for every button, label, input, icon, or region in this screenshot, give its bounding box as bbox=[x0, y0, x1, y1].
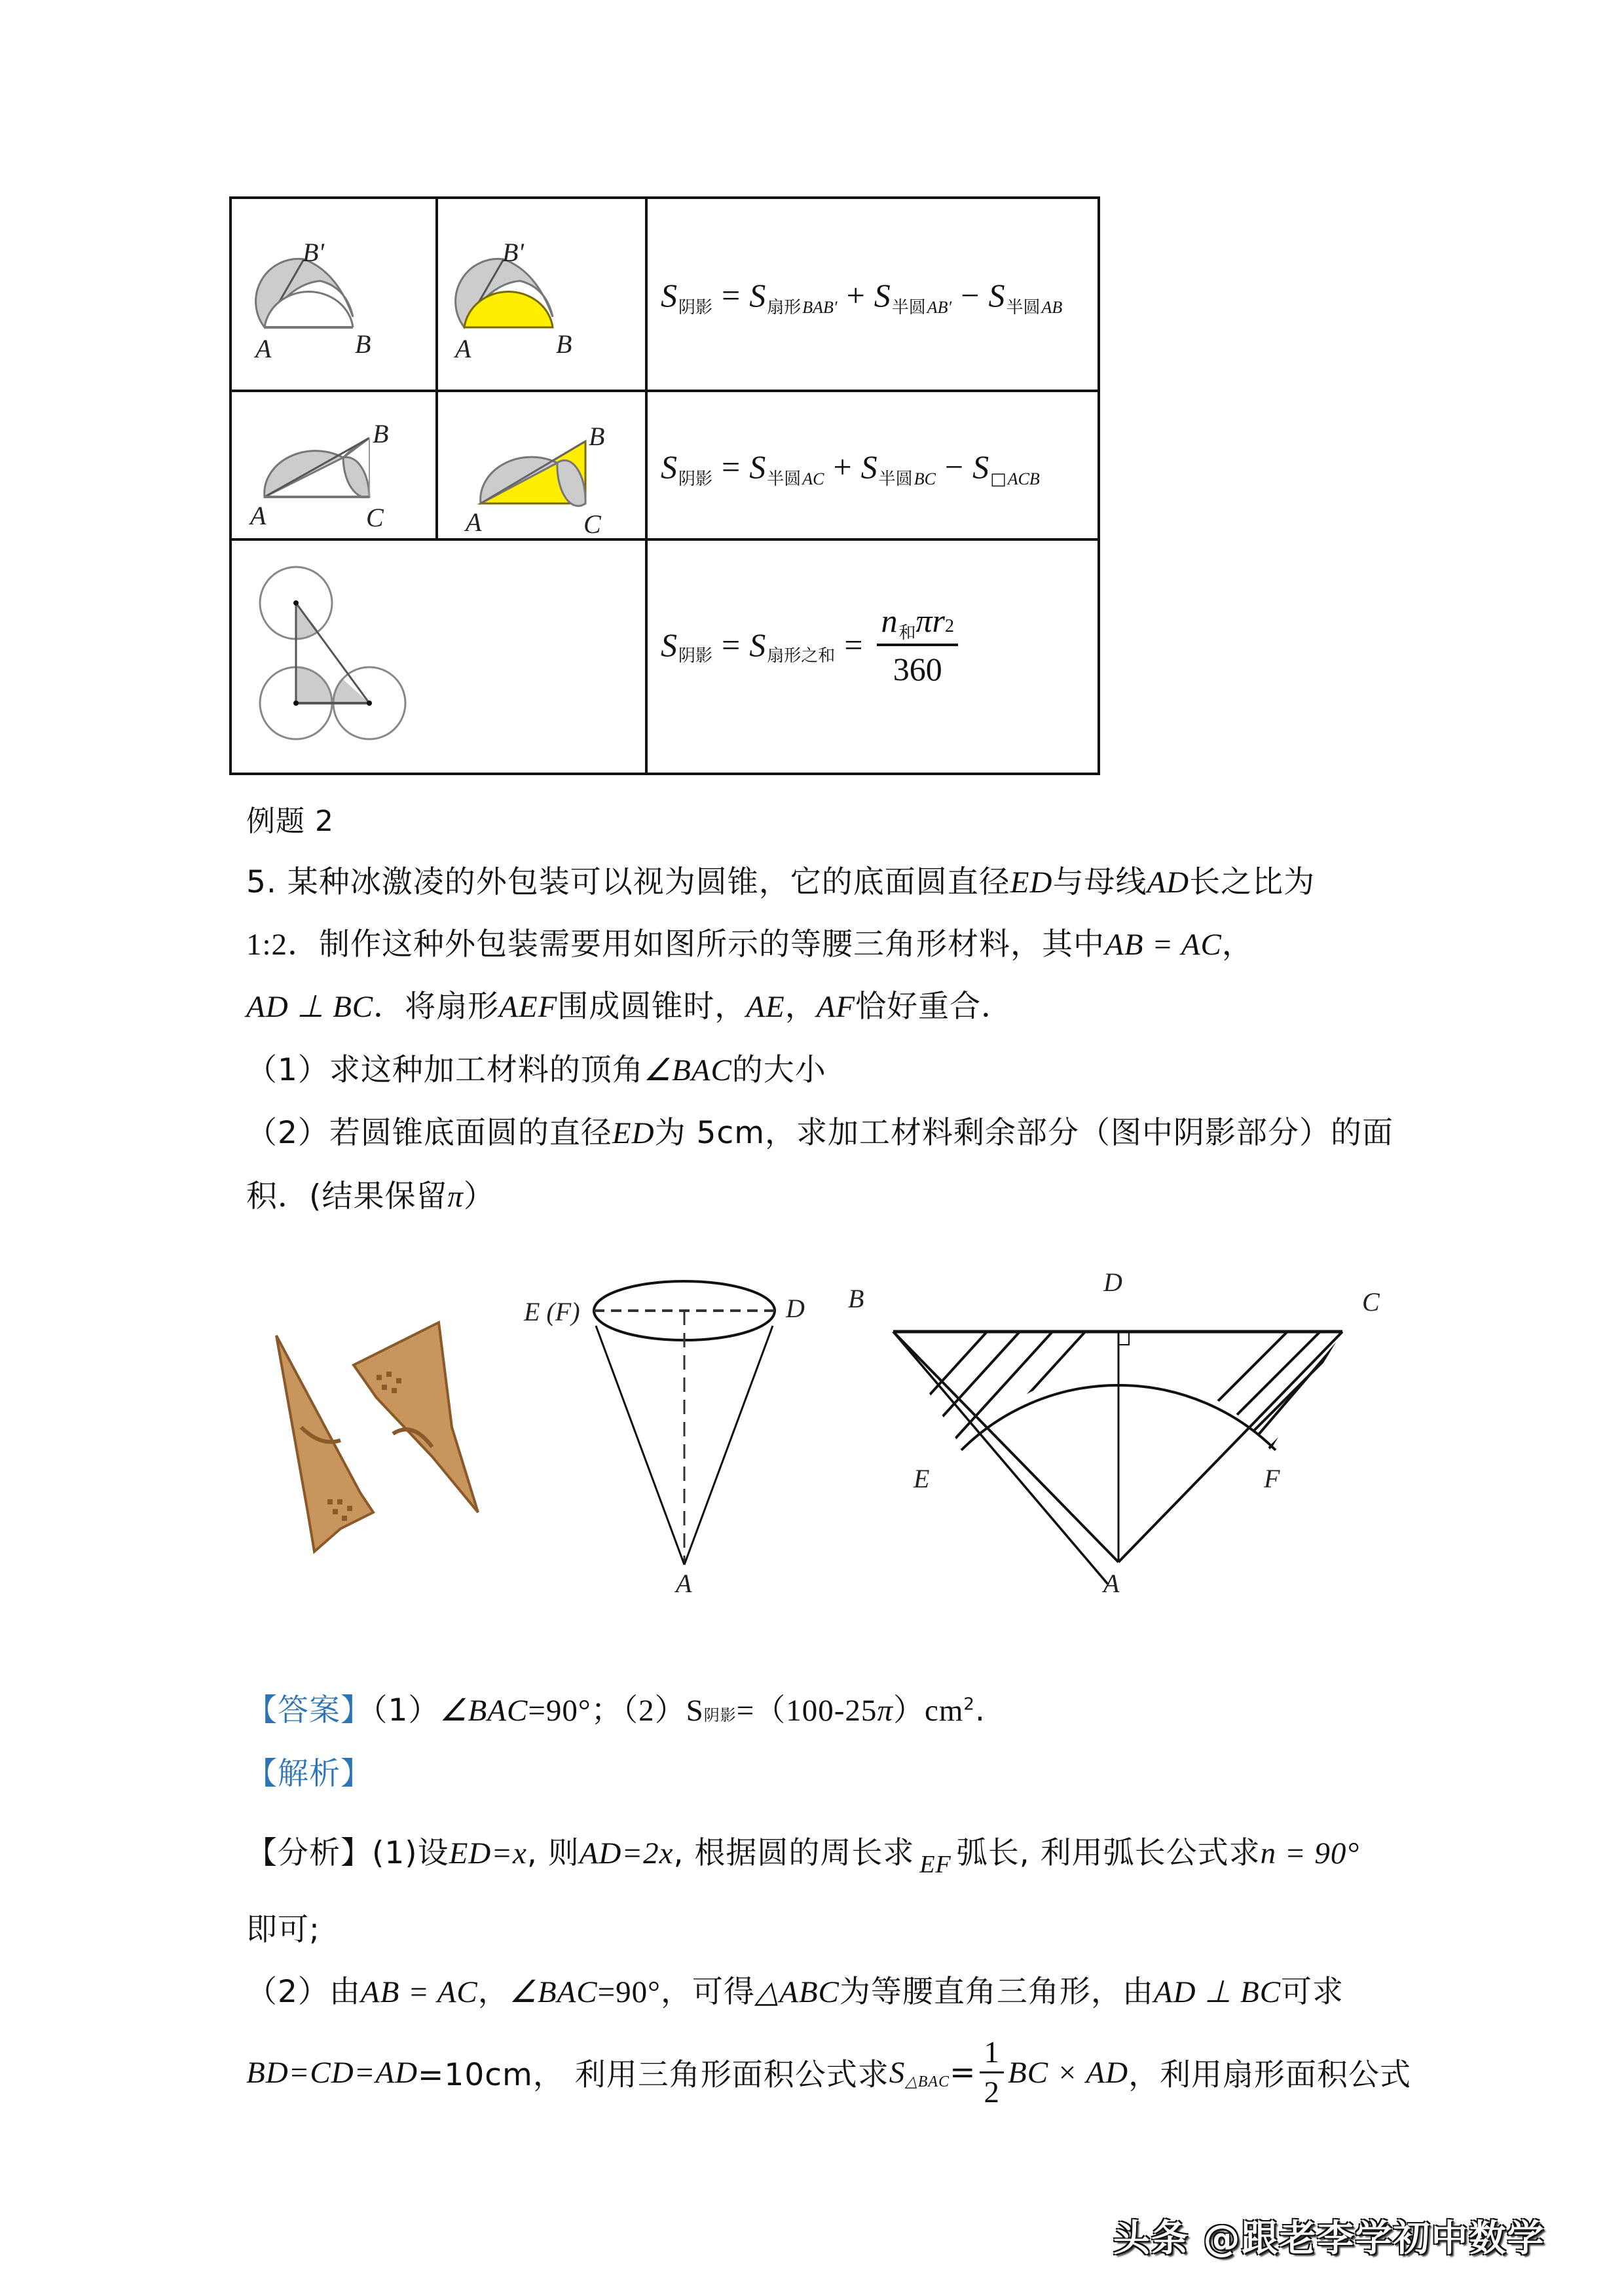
answer-line: 【答案】（1）∠BAC=90°；（2）S阴影$=(100-25\pi)cm^2$. bbox=[246, 1692, 986, 1728]
point-label: E bbox=[913, 1464, 930, 1493]
problem-line-3: AD ⊥ BC．将扇形AEF围成圆锥时，AE，AF恰好重合． bbox=[246, 989, 1013, 1025]
analysis-line-1: 【分析】(1)设ED=x, 则AD=2x, 根据圆的周长求 $_{EF}$ 弧长, 利用弧长公式求n = 90° bbox=[246, 1835, 1360, 1878]
analysis-line-2: 即可; bbox=[246, 1912, 320, 1948]
triangle-sector-diagram bbox=[838, 1257, 1414, 1598]
watermark: 头条 @跟老李学初中数学 bbox=[1113, 2217, 1545, 2260]
analysis-tag: 【解析】 bbox=[246, 1756, 372, 1792]
diagram-sector-rotation-highlighted bbox=[438, 199, 645, 390]
question-2: （2）若圆锥底面圆的直径ED为 5cm，求加工材料剩余部分（图中阴影部分）的面 bbox=[246, 1115, 1394, 1151]
formula-row-3: S 阴影 = S 扇形之和 = n 和 π r 2 360 bbox=[661, 602, 958, 688]
formula-row-2: S 阴影 = S 半圆 AC + S 半圆 BC − S □ ACB bbox=[661, 448, 1040, 489]
analysis-line-3: （2）由AB = AC，∠BAC=90°，可得△ABC为等腰直角三角形，由AD ⊥ BC可求 bbox=[246, 1974, 1344, 2010]
cone-diagram bbox=[517, 1270, 832, 1604]
diagram-two-semicircles bbox=[232, 392, 435, 538]
point-label: B' bbox=[303, 238, 324, 267]
ice-cream-cones-image bbox=[262, 1296, 511, 1558]
point-label: F bbox=[1264, 1464, 1280, 1493]
analysis-line-4: BD=CD=AD =10cm， 利用三角形面积公式求 S △BAC = $\frac{1}{2}$ BC × AD ，利用扇形面积公式 bbox=[246, 2035, 1412, 2109]
answer-tag: 【答案】 bbox=[246, 1692, 372, 1728]
point-label: C bbox=[583, 509, 601, 539]
point-label: A bbox=[455, 334, 471, 363]
diagram-two-semicircles-highlighted bbox=[438, 392, 645, 538]
question-1: （1）求这种加工材料的顶角∠BAC的大小 bbox=[246, 1052, 826, 1088]
point-label: A bbox=[1103, 1569, 1120, 1598]
problem-line-2: 1:2．制作这种外包装需要用如图所示的等腰三角形材料，其中AB = AC， bbox=[246, 926, 1253, 962]
point-label: C bbox=[1362, 1287, 1380, 1317]
formula-table bbox=[229, 196, 1100, 775]
point-label: D bbox=[786, 1294, 805, 1323]
fraction-half: $\frac{1}{2}$ bbox=[980, 2035, 1004, 2110]
triangle-sector-icon bbox=[838, 1257, 1414, 1584]
formula-row-1: S 阴影 = S 扇形 BAB′ + S 半圆 AB′ − S 半圆 AB bbox=[661, 277, 1063, 318]
point-label: A bbox=[466, 507, 482, 537]
table-divider bbox=[645, 199, 648, 775]
point-label: D bbox=[1103, 1267, 1122, 1297]
example-label: 例题 2 bbox=[246, 805, 334, 838]
question-2-line-2: 积．(结果保留π） bbox=[246, 1178, 495, 1214]
problem-line-1: 5. 某种冰激凌的外包装可以视为圆锥，它的底面圆直径ED与母线AD长之比为 bbox=[246, 864, 1316, 900]
point-label: C bbox=[366, 503, 384, 532]
point-label: B bbox=[556, 329, 572, 359]
three-circles-diagram-icon bbox=[232, 541, 645, 775]
point-label: A bbox=[250, 501, 267, 530]
point-label: B bbox=[373, 419, 389, 448]
point-label: B bbox=[848, 1284, 864, 1313]
point-label: A bbox=[255, 334, 272, 363]
point-label: A bbox=[676, 1569, 692, 1598]
point-label: B bbox=[355, 329, 371, 359]
diagram-sector-rotation bbox=[232, 199, 435, 390]
diagram-three-circles bbox=[232, 541, 645, 775]
point-label: E (F) bbox=[524, 1297, 580, 1326]
point-label: B' bbox=[502, 238, 524, 267]
fraction: n 和 π r 2 360 bbox=[877, 602, 958, 688]
ice-cream-cone-icon bbox=[262, 1296, 511, 1558]
point-label: B bbox=[589, 422, 605, 451]
